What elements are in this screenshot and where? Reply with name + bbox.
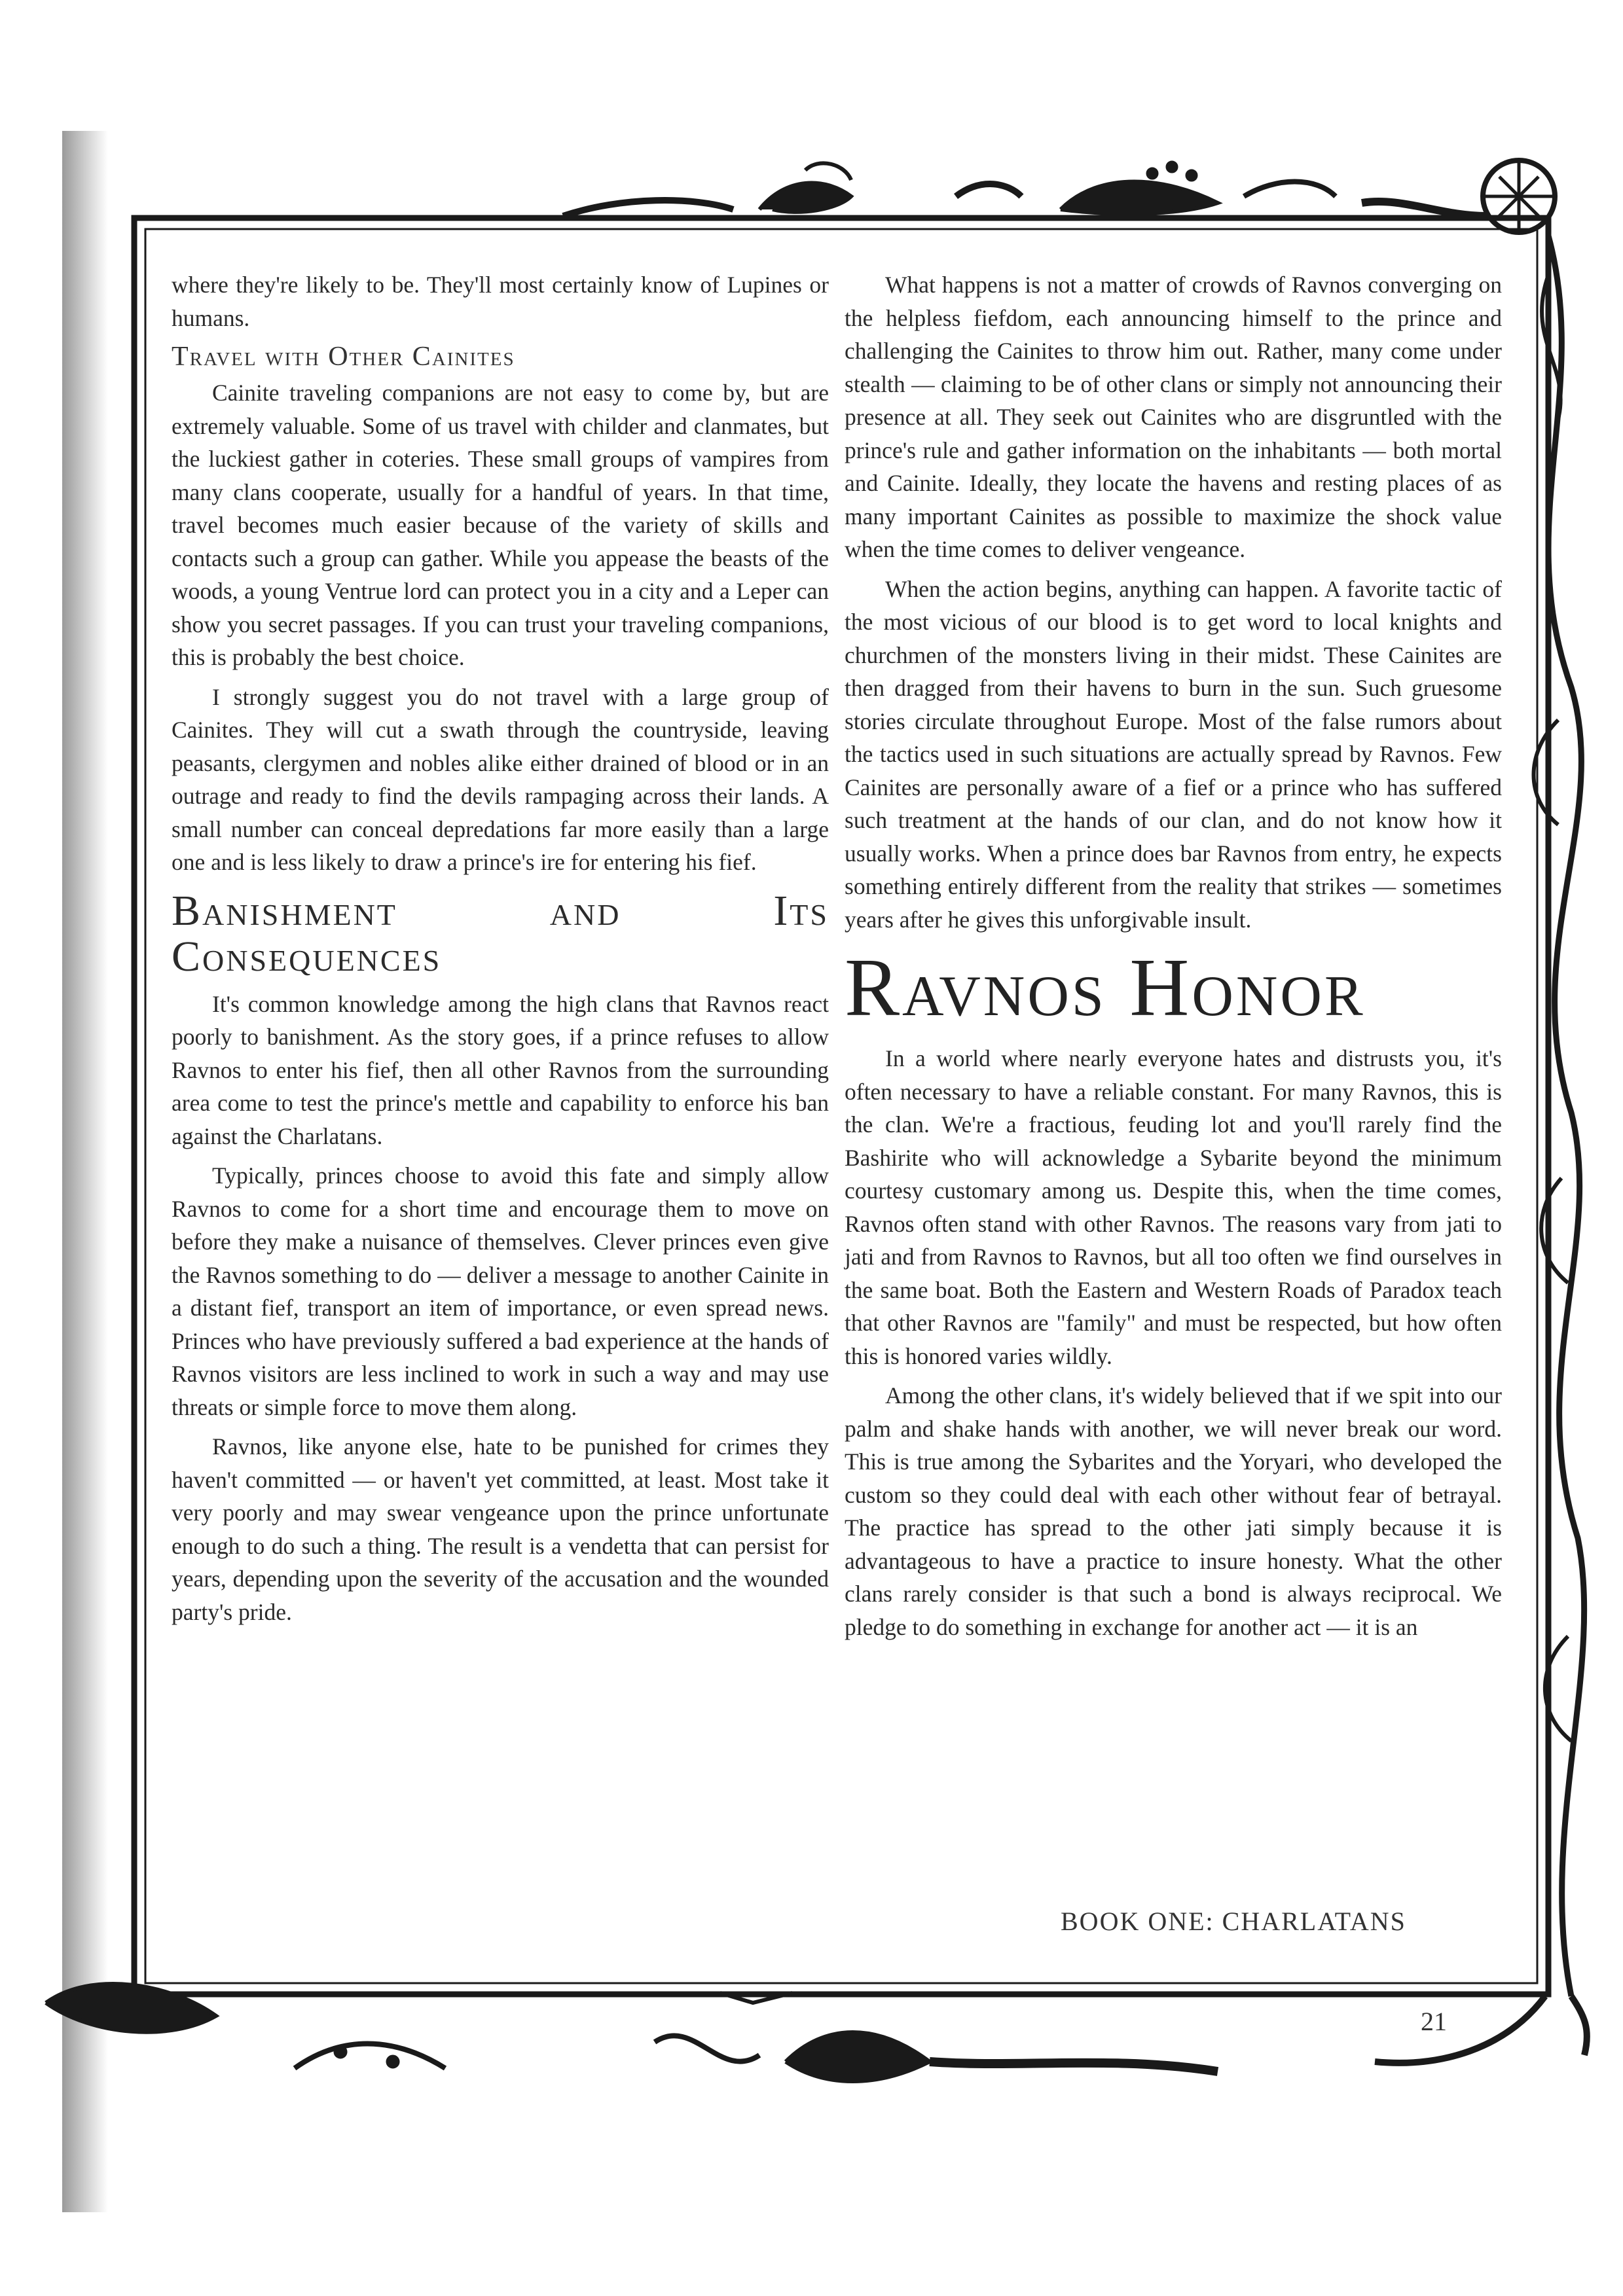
left-column [172, 268, 829, 1628]
page-number: 21 [1421, 2007, 1447, 2036]
ravnos-honor-heading: Ravnos Honor [845, 942, 1366, 1033]
right-paragraph-1: What happens is not a matter of crowds of Ravnos converging on the helpless fiefdom, each announcing himself to the prince and challenging the Cainites to throw him out. Rather, many come under stealth — claiming to be of other clans or simply not announcing their presence at all. They seek out Cainites who are disgruntled with the prince's rule and gather information on the inhabitants — both mortal and Cainite. Ideally, they locate the havens and resting places of as many important Cainites as possible to maximize the shock value when the time comes to deliver vengeance. [845, 272, 1502, 562]
banishment-heading: Banishment and Its Consequences [172, 886, 829, 980]
travel-heading: Travel with Other Cainites [172, 342, 515, 372]
travel-paragraph-1: Cainite traveling companions are not easy to come by, but are extremely valuable. Some of us travel with childer and clanmates, but the luckiest gather in coteries. These small groups of vampires from many clans cooperate, usually for a handful of years. In that time, travel becomes much easier because of the variety of skills and contacts such a group can gather. While you appease the beasts of the woods, a young Ventrue lord can protect you in a city and a Leper can show you secret passages. If you can trust your traveling companions, this is probably the best choice. [172, 380, 829, 670]
banishment-paragraph-3: Ravnos, like anyone else, hate to be punished for crimes they haven't committed — or haven't yet committed, at least. Most take it very poorly and may swear vengeance upon the prince unfortunate enough to do such a thing. The result is a vendetta that can persist for years, depending upon the severity of the accusation and the wounded party's pride. [172, 1433, 829, 1625]
book-title-footer: BOOK ONE: CHARLATANS [1061, 1907, 1406, 1936]
banishment-paragraph-1: It's common knowledge among the high clans that Ravnos react poorly to banishment. As the story goes, if a prince refuses to allow Ravnos to enter his fief, then all other Ravnos from the surrounding area come to test the prince's mettle and capability to enforce his ban against the Charlatans. [172, 990, 829, 1149]
opening-paragraph: where they're likely to be. They'll most certainly know of Lupines or humans. [172, 272, 829, 331]
travel-paragraph-2: I strongly suggest you do not travel with a large group of Cainites. They will cut a swath through the countryside, leaving peasants, clergymen and nobles alike either drained of blood or in an outrage and ready to find the devils rampaging across their lands. A small number can conceal depredations far more easily than a large one and is less likely to draw a prince's ire for entering his fief. [172, 683, 829, 875]
bottom-vine-ornament [46, 1984, 1545, 2081]
right-column [845, 268, 1502, 1643]
right-paragraph-2: When the action begins, anything can happen. A favorite tactic of the most vicious of our blood is to get word to local knights and churchmen of the monsters living in their midst. These Cainites are then dragged from their havens to burn in the sun. Such gruesome stories circulate throughout Europe. Most of the false rumors about the tactics used in such situations are actually spread by Ravnos. Few Cainites are personally aware of a fief or a prince who has suffered such treatment at the hands of our clan, and do not know how it usually works. When a prince does bar Ravnos from entry, he expects something entirely different from the reality that strikes — sometimes years after he gives this unforgivable insult. [845, 575, 1502, 933]
honor-paragraph-1: In a world where nearly everyone hates and distrusts you, it's often necessary to have a reliable constant. For many Ravnos, this is the clan. We're a fractious, feuding lot and you'll rarely find the Bashirite who will acknowledge a Sybarite beyond the minimum courtesy customary among us. Despite this, when the time comes, Ravnos often stand with other Ravnos. The reasons vary from jati to jati and from Ravnos to Ravnos, but all too often we find ourselves in the same boat. Both the Eastern and Western Roads of Paradox teach that other Ravnos are "family" and must be respected, but how often this is honored varies wildly. [845, 1045, 1502, 1369]
banishment-paragraph-2: Typically, princes choose to avoid this fate and simply allow Ravnos to come for a short time and encourage them to move on before they make a nuisance of themselves. Clever princes even give the Ravnos something to do — deliver a message to another Cainite in a distant fief, transport an item of importance, or even spread news. Princes who have previously suffered a bad experience at the hands of Ravnos visitors are less inclined to work in such a way and may use threats or simple force to move them along. [172, 1162, 829, 1420]
honor-paragraph-2: Among the other clans, it's widely believed that if we spit into our palm and shake hands with another, we will never break our word. This is true among the Sybarites and the Yoryari, who developed the custom so they could deal with each other without fear of betrayal. The practice has spread to the other jati simply because it is advantageous to have a practice to insure honesty. What the other clans rarely consider is that such a bond is always reciprocal. We pledge to do something in exchange for another act — it is an [845, 1382, 1502, 1640]
